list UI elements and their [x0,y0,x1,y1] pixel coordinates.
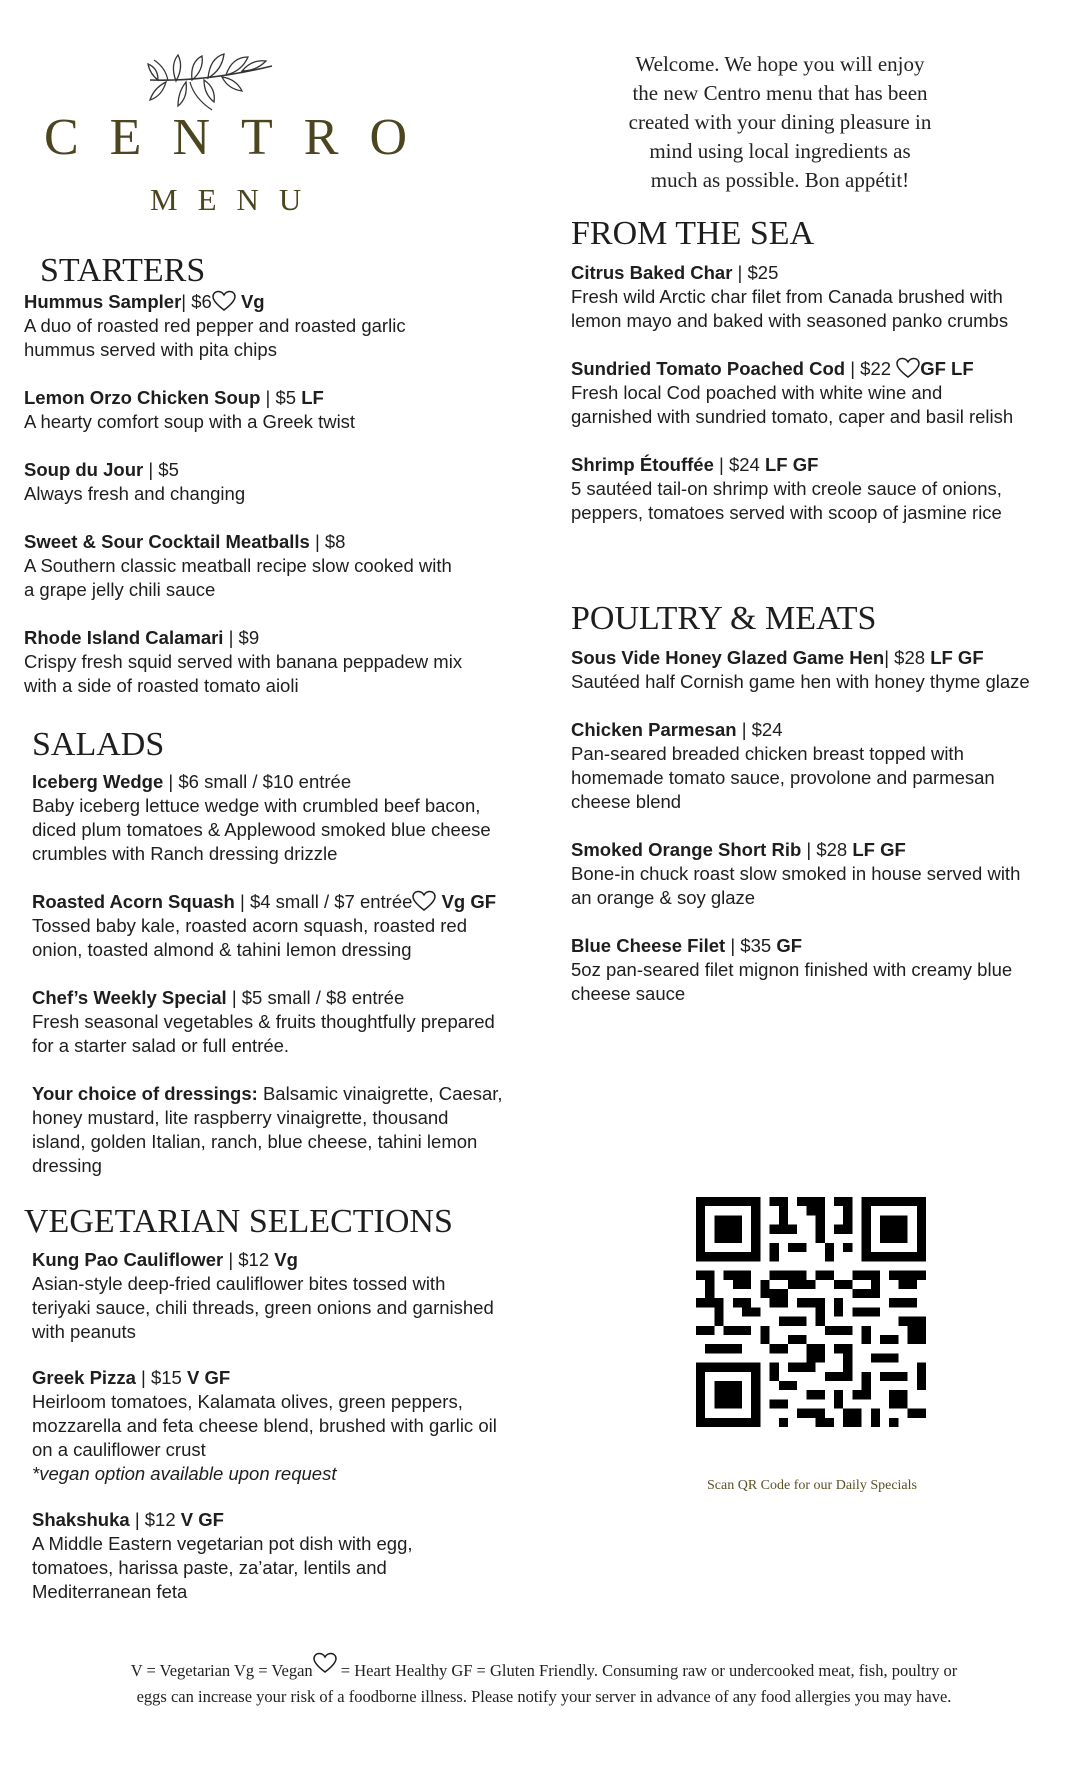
item-tags: V GF [186,1367,231,1388]
item-name: Greek Pizza [32,1367,136,1388]
item-description: Fresh wild Arctic char filet from Canada brushed with lemon mayo and baked with seasoned panko crumbs [571,286,1009,331]
menu-item [32,986,562,1058]
menu-item [32,770,562,866]
item-name: Hummus Sampler [24,291,182,312]
item-price: | $9 [223,627,260,648]
item-tags: Vg [274,1249,298,1270]
item-price: | $12 [129,1509,181,1530]
item-price: | $24 [736,719,783,740]
item-tags: LF GF [930,647,984,668]
item-name: Sundried Tomato Poached Cod [571,358,846,379]
item-price: | $8 [309,531,346,552]
allergen-legend [44,1652,1044,1710]
item-price: | $22 [845,358,897,379]
menu-item [571,934,1081,1006]
item-tags: V GF [180,1509,224,1530]
item-name: Sous Vide Honey Glazed Game Hen [571,647,885,668]
item-description: Baby iceberg lettuce wedge with crumbled beef bacon, diced plum tomatoes & Applewood smoked blue cheese crumbles with Ranch dressing drizzle [32,795,491,864]
welcome-line: mind using local ingredients as [649,139,911,163]
item-description: Tossed baby kale, roasted acorn squash, roasted red onion, toasted almond & tahini lemon dressing [32,915,468,960]
item-name: Shrimp Étouffée [571,454,714,475]
menu-item [32,1366,562,1486]
menu-item [571,453,1081,525]
item-name: Roasted Acorn Squash [32,891,235,912]
brand-subtitle: MENU [150,182,322,217]
vegetarian-list [32,1248,562,1628]
item-price: | $35 [725,935,777,956]
item-price: | $12 [223,1249,275,1270]
menu-item [24,290,554,362]
menu-item [32,890,562,962]
item-description: Fresh local Cod poached with white wine and garnished with sundried tomato, caper and basil relish [571,382,1014,427]
legend-warning: eggs can increase your risk of a foodborne illness. Please notify your server in advance of any food allergies you may have. [136,1687,952,1706]
item-price: | $5 [260,387,302,408]
menu-item [24,458,554,506]
item-name: Kung Pao Cauliflower [32,1249,224,1270]
item-description: Asian-style deep-fried cauliflower bites tossed with teriyaki sauce, chili threads, green onions and garnished with peanuts [32,1273,494,1342]
menu-item [571,718,1081,814]
brand-name: CENTRO [44,109,438,166]
item-name: Soup du Jour [24,459,144,480]
item-name: Rhode Island Calamari [24,627,224,648]
heart-healthy-icon [412,890,436,912]
heart-healthy-icon [896,357,920,379]
item-tags: LF GF [764,454,819,475]
item-description: A Southern classic meatball recipe slow cooked with a grape jelly chili sauce [24,555,452,600]
menu-item [32,1508,562,1604]
qr-code[interactable] [696,1197,926,1427]
item-price: | $28 [884,647,931,668]
item-tags: GF LF [920,358,974,379]
item-description: 5oz pan-seared filet mignon finished with creamy blue cheese sauce [571,959,1013,1004]
item-price: | $4 small / $7 entrée [234,891,413,912]
section-title-poultry: POULTRY & MEATS [571,600,877,637]
dressings-label: Your choice of dressings: [32,1083,258,1104]
item-tags: GF [776,935,803,956]
item-name: Citrus Baked Char [571,262,733,283]
menu-item [571,838,1081,910]
item-tags: Vg GF [441,891,497,912]
welcome-line: created with your dining pleasure in [628,110,932,134]
item-tags: LF GF [852,839,906,860]
section-title-sea: FROM THE SEA [571,215,815,252]
item-price: | $28 [801,839,853,860]
welcome-line: the new Centro menu that has been [632,81,928,105]
item-name: Chef’s Weekly Special [32,987,227,1008]
item-description: Pan-seared breaded chicken breast topped with homemade tomato sauce, provolone and parmesan cheese blend [571,743,995,812]
item-price: | $6 small / $10 entrée [163,771,352,792]
dressings-info [32,1082,562,1178]
item-description: Crispy fresh squid served with banana peppadew mix with a side of roasted tomato aioli [24,651,463,696]
item-description: Bone-in chuck roast slow smoked in house served with an orange & soy glaze [571,863,1021,908]
legend-text: = Heart Healthy GF = Gluten Friendly. Consuming raw or undercooked meat, fish, poultry or [336,1661,958,1680]
item-description: Heirloom tomatoes, Kalamata olives, green peppers, mozzarella and feta cheese blend, brushed with garlic oil on a cauliflower crust [32,1391,497,1460]
section-title-salads: SALADS [32,726,165,763]
item-description: Fresh seasonal vegetables & fruits thoughtfully prepared for a starter salad or full entrée. [32,1011,495,1056]
item-name: Smoked Orange Short Rib [571,839,802,860]
item-price: | $15 [135,1367,187,1388]
item-price: | $5 small / $8 entrée [226,987,405,1008]
item-name: Lemon Orzo Chicken Soup [24,387,261,408]
dressings-list: Balsamic vinaigrette, Caesar, honey mustard, lite raspberry vinaigrette, thousand island, golden Italian, ranch, blue cheese, tahini lemon dressing [32,1083,503,1176]
item-description: A hearty comfort soup with a Greek twist [24,411,356,432]
menu-item [571,646,1081,694]
item-name: Sweet & Sour Cocktail Meatballs [24,531,310,552]
welcome-message [580,50,980,195]
sea-list [571,261,1081,549]
menu-item [24,386,554,434]
menu-item [32,1248,562,1344]
menu-item [571,357,1081,429]
section-title-starters: STARTERS [40,252,206,289]
item-note: *vegan option available upon request [32,1463,337,1484]
heart-healthy-icon [313,1652,337,1674]
item-tags: Vg [240,291,265,312]
salads-list [32,770,562,1202]
item-tags: LF [301,387,324,408]
item-name: Iceberg Wedge [32,771,164,792]
welcome-line: Welcome. We hope you will enjoy [635,52,925,76]
item-description: Sautéed half Cornish game hen with honey thyme glaze [571,671,1030,692]
item-description: Always fresh and changing [24,483,246,504]
item-price: | $5 [143,459,179,480]
section-title-vegetarian: VEGETARIAN SELECTIONS [24,1203,453,1240]
item-price: | $25 [732,262,779,283]
starters-list [24,290,554,722]
qr-caption: Scan QR Code for our Daily Specials [707,1478,917,1493]
menu-item [24,626,554,698]
item-price: | $24 [713,454,765,475]
item-name: Shakshuka [32,1509,130,1530]
welcome-line: much as possible. Bon appétit! [650,168,910,192]
item-name: Blue Cheese Filet [571,935,726,956]
menu-item [571,261,1081,333]
item-price: | $6 [181,291,212,312]
item-description: 5 sautéed tail-on shrimp with creole sauce of onions, peppers, tomatoes served with scoop of jasmine rice [571,478,1002,523]
legend-text: V = Vegetarian Vg = Vegan [130,1661,313,1680]
menu-item [24,530,554,602]
poultry-list [571,646,1081,1030]
heart-healthy-icon [212,290,236,312]
item-name: Chicken Parmesan [571,719,737,740]
item-description: A duo of roasted red pepper and roasted garlic hummus served with pita chips [24,315,406,360]
item-description: A Middle Eastern vegetarian pot dish with egg, tomatoes, harissa paste, za’atar, lentils and Mediterranean feta [32,1533,413,1602]
